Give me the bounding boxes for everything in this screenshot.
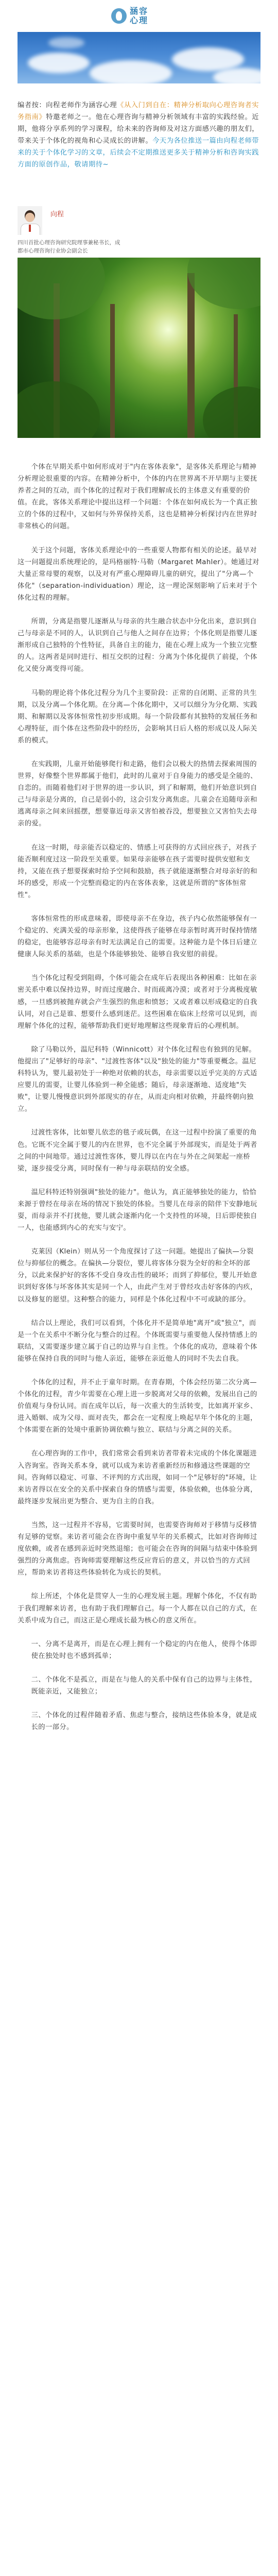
banner-sky-image bbox=[18, 32, 260, 83]
cloud-shape bbox=[172, 47, 244, 71]
tree-trunk bbox=[187, 273, 195, 438]
tree-trunk bbox=[110, 304, 115, 438]
article-paragraph: 在心理咨询的工作中，我们常常会看到来访者带着未完成的个体化课题进入咨询室。咨询关系本身，就可以成为来访者重新经历和修通这些课题的空间。咨询师以稳定、可靠、不评判的方式出现，如同一个"足够好的"环境，让来访者得以在安全的关系中探索自身的情感与需要，体验依赖，也体验分离，最终逐步发展出更为整合、更为自主的自我。 bbox=[18, 1450, 257, 1505]
article-paragraph: 个体在早期关系中如何形成对于"内在客体表象"，是客体关系理论与精神分析理论很重要的内容。在精神分析中，个体的内在世界离不开早期与主要抚养者之间的互动，而个体化的过程对于我们理解成长的主体意义有重要的价值。在此，客体关系理论中提出这样一个问题：个体在如何成长为一个真正独立的个体的过程中，又如何与外界保持关系，这也是精神分析探讨内在世界时非常核心的问题。 bbox=[18, 463, 257, 531]
article-paragraph: 二、个体化不是孤立，而是在与他人的关系中保有自己的边界与主体性，既能亲近，又能独立； bbox=[31, 1675, 257, 1696]
article-paragraph: 所谓，分离是指婴儿逐渐从与母亲的共生融合状态中分化出来，意识到自己与母亲是不同的人，认识到自己与他人之间存在边界；个体化则是指婴儿逐渐形成自己独特的个性特征，具备自主的能力，能在心理上成为一个独立完整的人。这两者是同时进行、相互交织的过程：分离为个体化提供了前提，个体化又使分离变得可能。 bbox=[18, 618, 257, 673]
article-paragraph: 三、个体化的过程伴随着矛盾、焦虑与整合，接纳这些体验本身，就是成长的一部分。 bbox=[31, 1711, 257, 1732]
intro-tail1: 特邀老师之一。他在心理咨询与精神分析领域有丰富的实践经验。近期，他将分享系列的学习课程，给未来的咨询师及对这方面感兴趣的朋友们，带来关于个体化的视角和心灵成长的讲解。 bbox=[18, 113, 259, 145]
cloud-shape bbox=[48, 37, 84, 48]
article-paragraph: 结合以上理论，我们可以看到，个体化并不是简单地"离开"或"独立"，而是一个在关系中不断分化与整合的过程。个体既需要与重要他人保持情感上的联结，又需要逐步建立属于自己的边界与自主性。个体化的成功，意味着个体能够在保持自我的同时与他人亲近，能够在亲近他人的同时不失去自我。 bbox=[18, 1319, 257, 1363]
article-paragraph: 克莱因（Klein）则从另一个角度探讨了这一问题。她提出了偏执—分裂位与抑郁位的概念。在偏执—分裂位，婴儿将客体分裂为全好的和全坏的部分，以此来保护好的客体不受自身攻击性的破坏；而到了抑郁位，婴儿开始意识到好客体与坏客体其实是同一个人，由此产生对于曾经攻击好客体的内疚，以及修复的愿望。这种整合的能力，同样是个体化过程中不可或缺的部分。 bbox=[18, 1248, 257, 1303]
foliage-shape bbox=[18, 381, 100, 438]
brand-line2: 心理 bbox=[130, 15, 149, 25]
article-paragraph: 在实践期，儿童开始能够爬行和走路，他们会以极大的热情去探索周围的世界，好像整个世界都属于他们，此时的儿童对于自身能力的感受是全能的、自恋的。而随着他们对于世界的进一步认识，到了和解期，他们开始意识到自己与母亲是分离的，自己是弱小的，这会引发分离焦虑。儿童会在追随母亲和逃离母亲之间来回摇摆，想要靠近母亲又害怕被吞没，想要独立又害怕失去母亲的爱。 bbox=[18, 760, 257, 828]
brand-text bbox=[130, 7, 148, 25]
author-bio bbox=[18, 239, 120, 255]
article-paragraph: 马勒的理论将个体化过程分为几个主要阶段：正常的自闭期、正常的共生期，以及分离—个体化期。在分离—个体化期中，又可以细分为分化期、实践期、和解期以及客体恒常性初步形成期。每一个阶段都有其独特的发展任务和心理特征，而个体在这些阶段中的经历，会影响其日后人格的形成以及人际关系的模式。 bbox=[18, 689, 257, 744]
cloud-shape bbox=[28, 53, 90, 73]
article-paragraph: 个体化的过程，并不止于童年时期。在青春期，个体会经历第二次分离—个体化的过程，青少年需要在心理上进一步脱离对父母的依赖，发展出自己的价值观与身份认同。而在成年以后，每一次重大的生活转变，比如离开家乡、进入婚姻、成为父母、面对丧失，都会在一定程度上唤起早年个体化的主题，个体需要在新的处境中重新协调依赖与独立、联结与分离之间的关系。 bbox=[18, 1379, 257, 1434]
article-paragraph: 当个体化过程受到阻碍，个体可能会在成年后表现出各种困难：比如在亲密关系中难以保持边界，时而过度融合、时而疏离冷漠；或者对于分离极度敏感，一旦感到被抛弃就会产生强烈的焦虑和愤怒；又或者难以形成稳定的自我认同，对自己是谁、想要什么感到迷茫。这些困难在临床上经常可以见到，而理解个体化的过程，能够帮助我们更好地理解这些现象背后的心理机制。 bbox=[18, 974, 257, 1030]
brand-mark-icon bbox=[111, 8, 127, 24]
article-paragraph: 除了马勒以外，温尼科特（Winnicott）对个体化过程也有独到的见解。他提出了"足够好的母亲"、"过渡性客体"以及"独处的能力"等重要概念。温尼科特认为，婴儿最初处于一种绝对依赖的状态，母亲需要以近乎完美的方式适应婴儿的需要，让婴儿体验到一种全能感；随后，母亲逐渐地、适度地"失败"，让婴儿慢慢意识到外部现实的存在，从而走向相对依赖，并最终朝向独立。 bbox=[18, 1045, 257, 1113]
author-bio-line2: 都市心理咨询行业协会副会长 bbox=[18, 248, 88, 254]
foliage-shape bbox=[18, 258, 105, 319]
foliage-shape bbox=[187, 258, 260, 309]
article-paragraph: 当然，这一过程并不容易，它需要时间，也需要咨询师对于移情与反移情有足够的觉察。来访者可能会在咨询中重复早年的关系模式，比如对咨询师过度依赖，或者在感到亲近时突然退缩；也可能会在咨询的间隔与结束中体验到强烈的分离焦虑。咨询师需要理解这些反应背后的意义，并以恰当的方式回应，帮助来访者将这些体验转化为成长的契机。 bbox=[18, 1521, 257, 1577]
author-name: 向程 bbox=[50, 211, 64, 218]
forest-image bbox=[18, 258, 260, 438]
intro-accent: 今天为各位推送一篇由向程老师带来的关于个体化学习的文章，后续会不定期推送更多 bbox=[18, 137, 259, 157]
editor-note bbox=[18, 99, 260, 171]
intro-lead: 编者按：向程老师作为涵容心理 bbox=[18, 101, 117, 109]
brand-line1: 涵容 bbox=[130, 6, 149, 16]
author-bio-line1: 四川首批心理咨询研究院理事兼秘书长，成 bbox=[18, 240, 120, 246]
author-card bbox=[18, 198, 260, 255]
intro-tail2: 关于精神分析和咨询实践方面的原创作品，敬请期待~ bbox=[18, 149, 259, 168]
cloud-shape bbox=[90, 60, 172, 83]
article-paragraph: 综上所述，个体化是贯穿人一生的心理发展主题。理解个体化，不仅有助于我们理解来访者，也有助于我们理解自己。每一个人都在以自己的方式，在关系中成为自己，而这正是心理成长最为核心的意义所在。 bbox=[18, 1592, 257, 1624]
series-link[interactable]: 《从入门到自在：精神分析取向心理咨询者实务指南》 bbox=[18, 101, 259, 121]
author-avatar bbox=[18, 206, 42, 235]
article-body bbox=[18, 461, 260, 1745]
brand-logo bbox=[111, 2, 168, 30]
header bbox=[0, 0, 278, 88]
article-paragraph: 在这一时期，母亲能否以稳定的、情感上可获得的方式回应孩子，对孩子能否顺利度过这一阶段至关重要。如果母亲能够在孩子需要时提供安慰和支持，又能在孩子想要探索时给予空间和鼓励，孩子就能逐渐整合对母亲好的和坏的感受，形成一个完整而稳定的内在客体表象，这就是所谓的"客体恒常性"。 bbox=[18, 843, 257, 899]
article-paragraph: 客体恒常性的形成意味着，即使母亲不在身边，孩子内心依然能够保有一个稳定的、充满关爱的母亲形象，这使得孩子能够在母亲暂时离开时保持情绪的稳定，也能够容忍母亲有时无法满足自己的需要。这种能力是个体日后建立健康人际关系的基础，也是个体能够独处、能够自我安慰的前提。 bbox=[18, 915, 257, 959]
article-paragraph: 温尼科特还特别强调"独处的能力"。他认为，真正能够独处的能力，恰恰来源于曾经在母亲在场的情况下独处的体验。当婴儿在母亲的陪伴下安静地玩耍，而母亲并不打扰他，婴儿就会逐渐内化一个支持性的环境，日后即使独自一人，也能感到内心的充实与安宁。 bbox=[18, 1188, 257, 1232]
article-paragraph: 关于这个问题，客体关系理论中的一些重要人物都有相关的论述。最早对这一问题提出系统理论的，是玛格丽特·马勒（Margaret Mahler）。她通过对大量正常母婴的观察，以及对有严重心理障碍儿童的研究，提出了"分离—个体化"（separation-individuation）理论，这一理论深刻影响了后来对于个体化过程的理解。 bbox=[18, 546, 259, 602]
article-paragraph: 过渡性客体，比如婴儿依恋的毯子或玩偶，在这一过程中扮演了重要的角色。它既不完全属于婴儿的内在世界，也不完全属于外部现实，而是处于两者之间的中间地带。通过过渡性客体，婴儿得以在内在与外在之间架起一座桥梁，逐步接受分离，同时保有一种与母亲联结的安全感。 bbox=[18, 1129, 257, 1173]
foliage-shape bbox=[203, 386, 260, 438]
article-paragraph: 一、分离不是离开，而是在心理上拥有一个稳定的内在他人，使得个体即使在独处时也不感到孤单； bbox=[31, 1640, 257, 1660]
